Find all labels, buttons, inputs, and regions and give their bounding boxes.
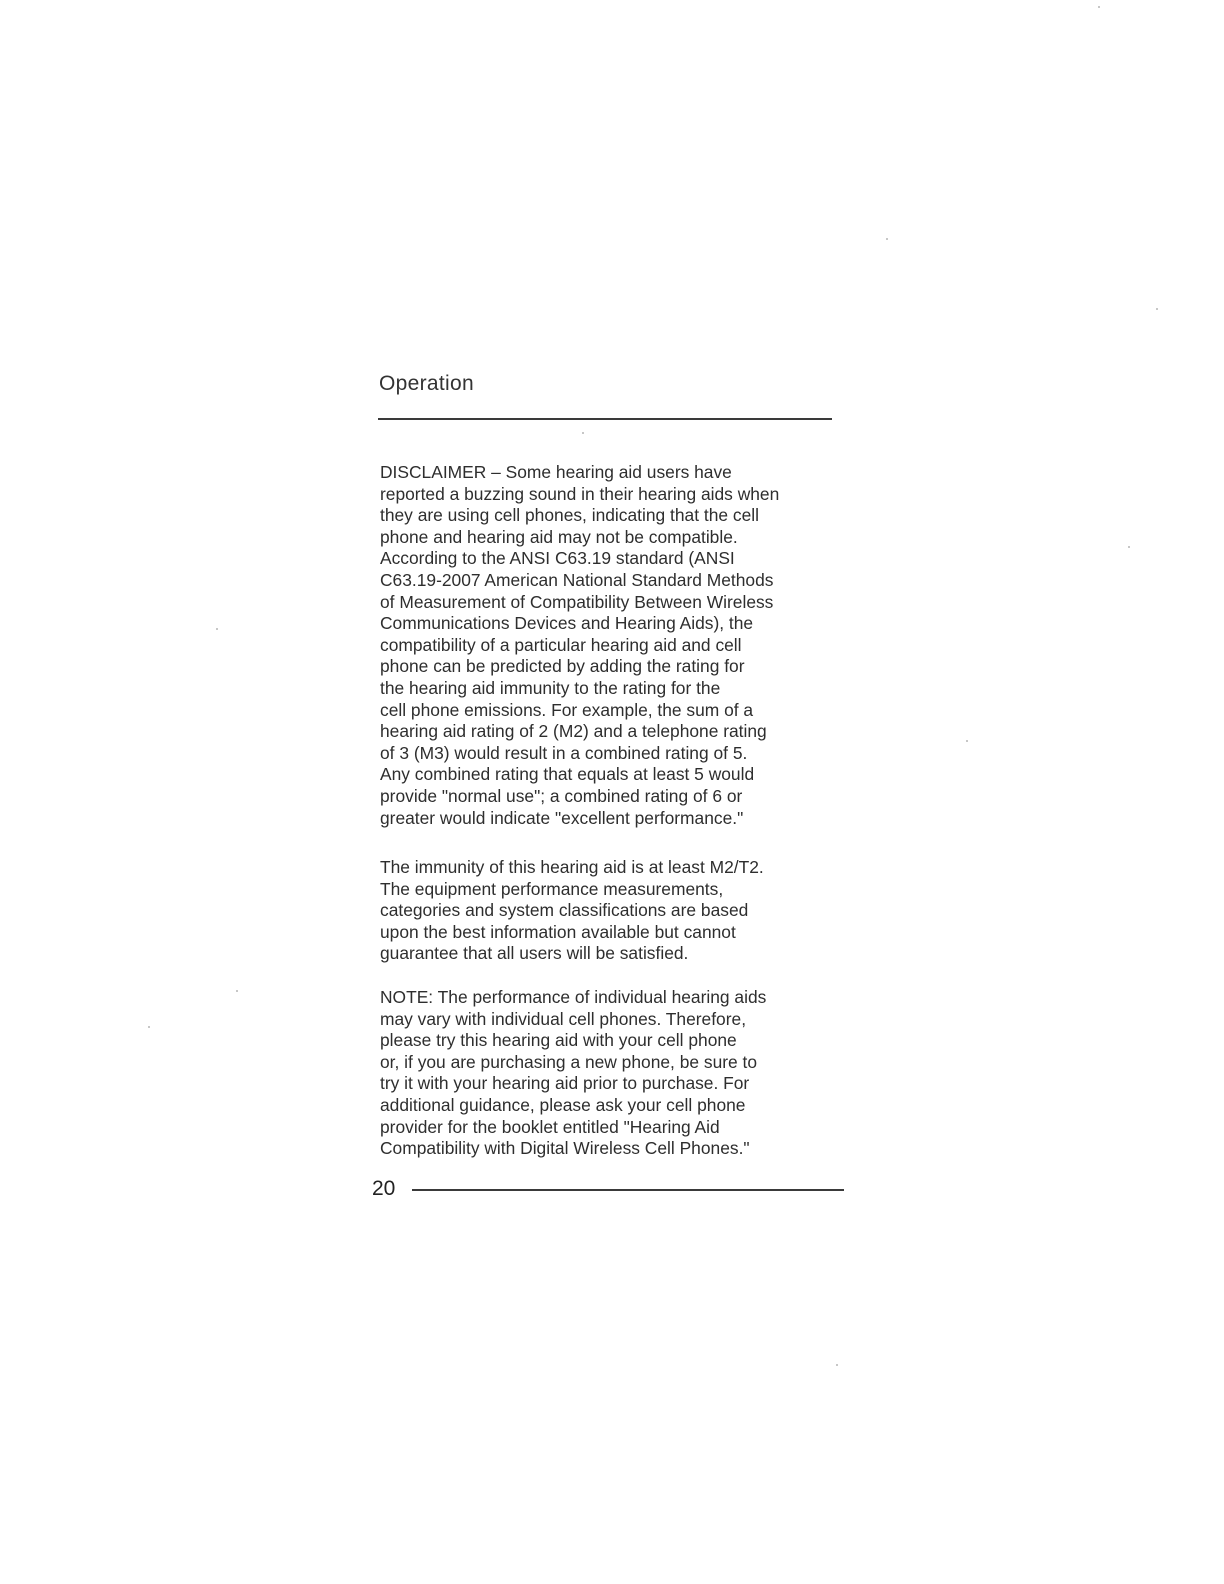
text-line: the hearing aid immunity to the rating for the xyxy=(380,677,721,698)
text-line: may vary with individual cell phones. Therefore, xyxy=(380,1008,747,1029)
text-line: guarantee that all users will be satisfied. xyxy=(380,943,689,964)
page-number: 20 xyxy=(372,1177,396,1200)
disclaimer-paragraph xyxy=(380,462,840,829)
scan-speck xyxy=(236,990,238,992)
note-paragraph xyxy=(380,987,840,1160)
text-line: cell phone emissions. For example, the sum of a xyxy=(380,699,754,720)
text-line: compatibility of a particular hearing aid and cell xyxy=(380,634,742,655)
text-line: The immunity of this hearing aid is at least M2/T2. xyxy=(380,857,764,877)
text-line: please try this hearing aid with your cell phone xyxy=(380,1030,737,1051)
text-line: additional guidance, please ask your cell phone xyxy=(380,1094,746,1115)
scan-speck xyxy=(216,628,218,630)
text-line: The equipment performance measurements, xyxy=(380,878,724,899)
text-line: Any combined rating that equals at least 5 would xyxy=(380,764,755,785)
text-line: they are using cell phones, indicating that the cell xyxy=(380,505,759,526)
scan-speck xyxy=(886,238,888,240)
text-line: reported a buzzing sound in their hearing aids when xyxy=(380,483,780,504)
text-line: NOTE: The performance of individual hearing aids xyxy=(380,987,767,1007)
scan-speck xyxy=(582,432,584,434)
scan-speck xyxy=(836,1364,838,1366)
text-line: According to the ANSI C63.19 standard (ANSI xyxy=(380,548,735,569)
scan-speck xyxy=(1156,308,1158,310)
text-line: provide "normal use"; a combined rating of 6 or xyxy=(380,785,743,806)
immunity-paragraph xyxy=(380,857,840,965)
text-line: hearing aid rating of 2 (M2) and a telephone rating xyxy=(380,721,767,742)
text-line: greater would indicate "excellent performance." xyxy=(380,807,744,828)
text-line: Compatibility with Digital Wireless Cell Phones." xyxy=(380,1138,750,1159)
scan-speck xyxy=(148,1026,150,1028)
page-title: Operation xyxy=(379,372,474,395)
text-line: phone can be predicted by adding the rating for xyxy=(380,656,745,677)
text-line: DISCLAIMER – Some hearing aid users have xyxy=(380,462,732,482)
text-line: categories and system classifications are based xyxy=(380,900,749,921)
scan-speck xyxy=(966,740,968,742)
text-line: try it with your hearing aid prior to purchase. For xyxy=(380,1073,750,1094)
text-line: C63.19-2007 American National Standard Methods xyxy=(380,569,774,590)
scan-speck xyxy=(1128,546,1130,548)
footer-divider xyxy=(412,1189,844,1191)
text-line: phone and hearing aid may not be compatible. xyxy=(380,526,738,547)
text-line: or, if you are purchasing a new phone, be sure to xyxy=(380,1051,758,1072)
text-line: Communications Devices and Hearing Aids), the xyxy=(380,613,754,634)
text-line: of Measurement of Compatibility Between Wireless xyxy=(380,591,774,612)
scan-speck xyxy=(1098,6,1100,8)
text-line: upon the best information available but cannot xyxy=(380,921,736,942)
text-line: provider for the booklet entitled "Hearing Aid xyxy=(380,1116,720,1137)
title-divider xyxy=(378,418,832,420)
text-line: of 3 (M3) would result in a combined rating of 5. xyxy=(380,742,748,763)
